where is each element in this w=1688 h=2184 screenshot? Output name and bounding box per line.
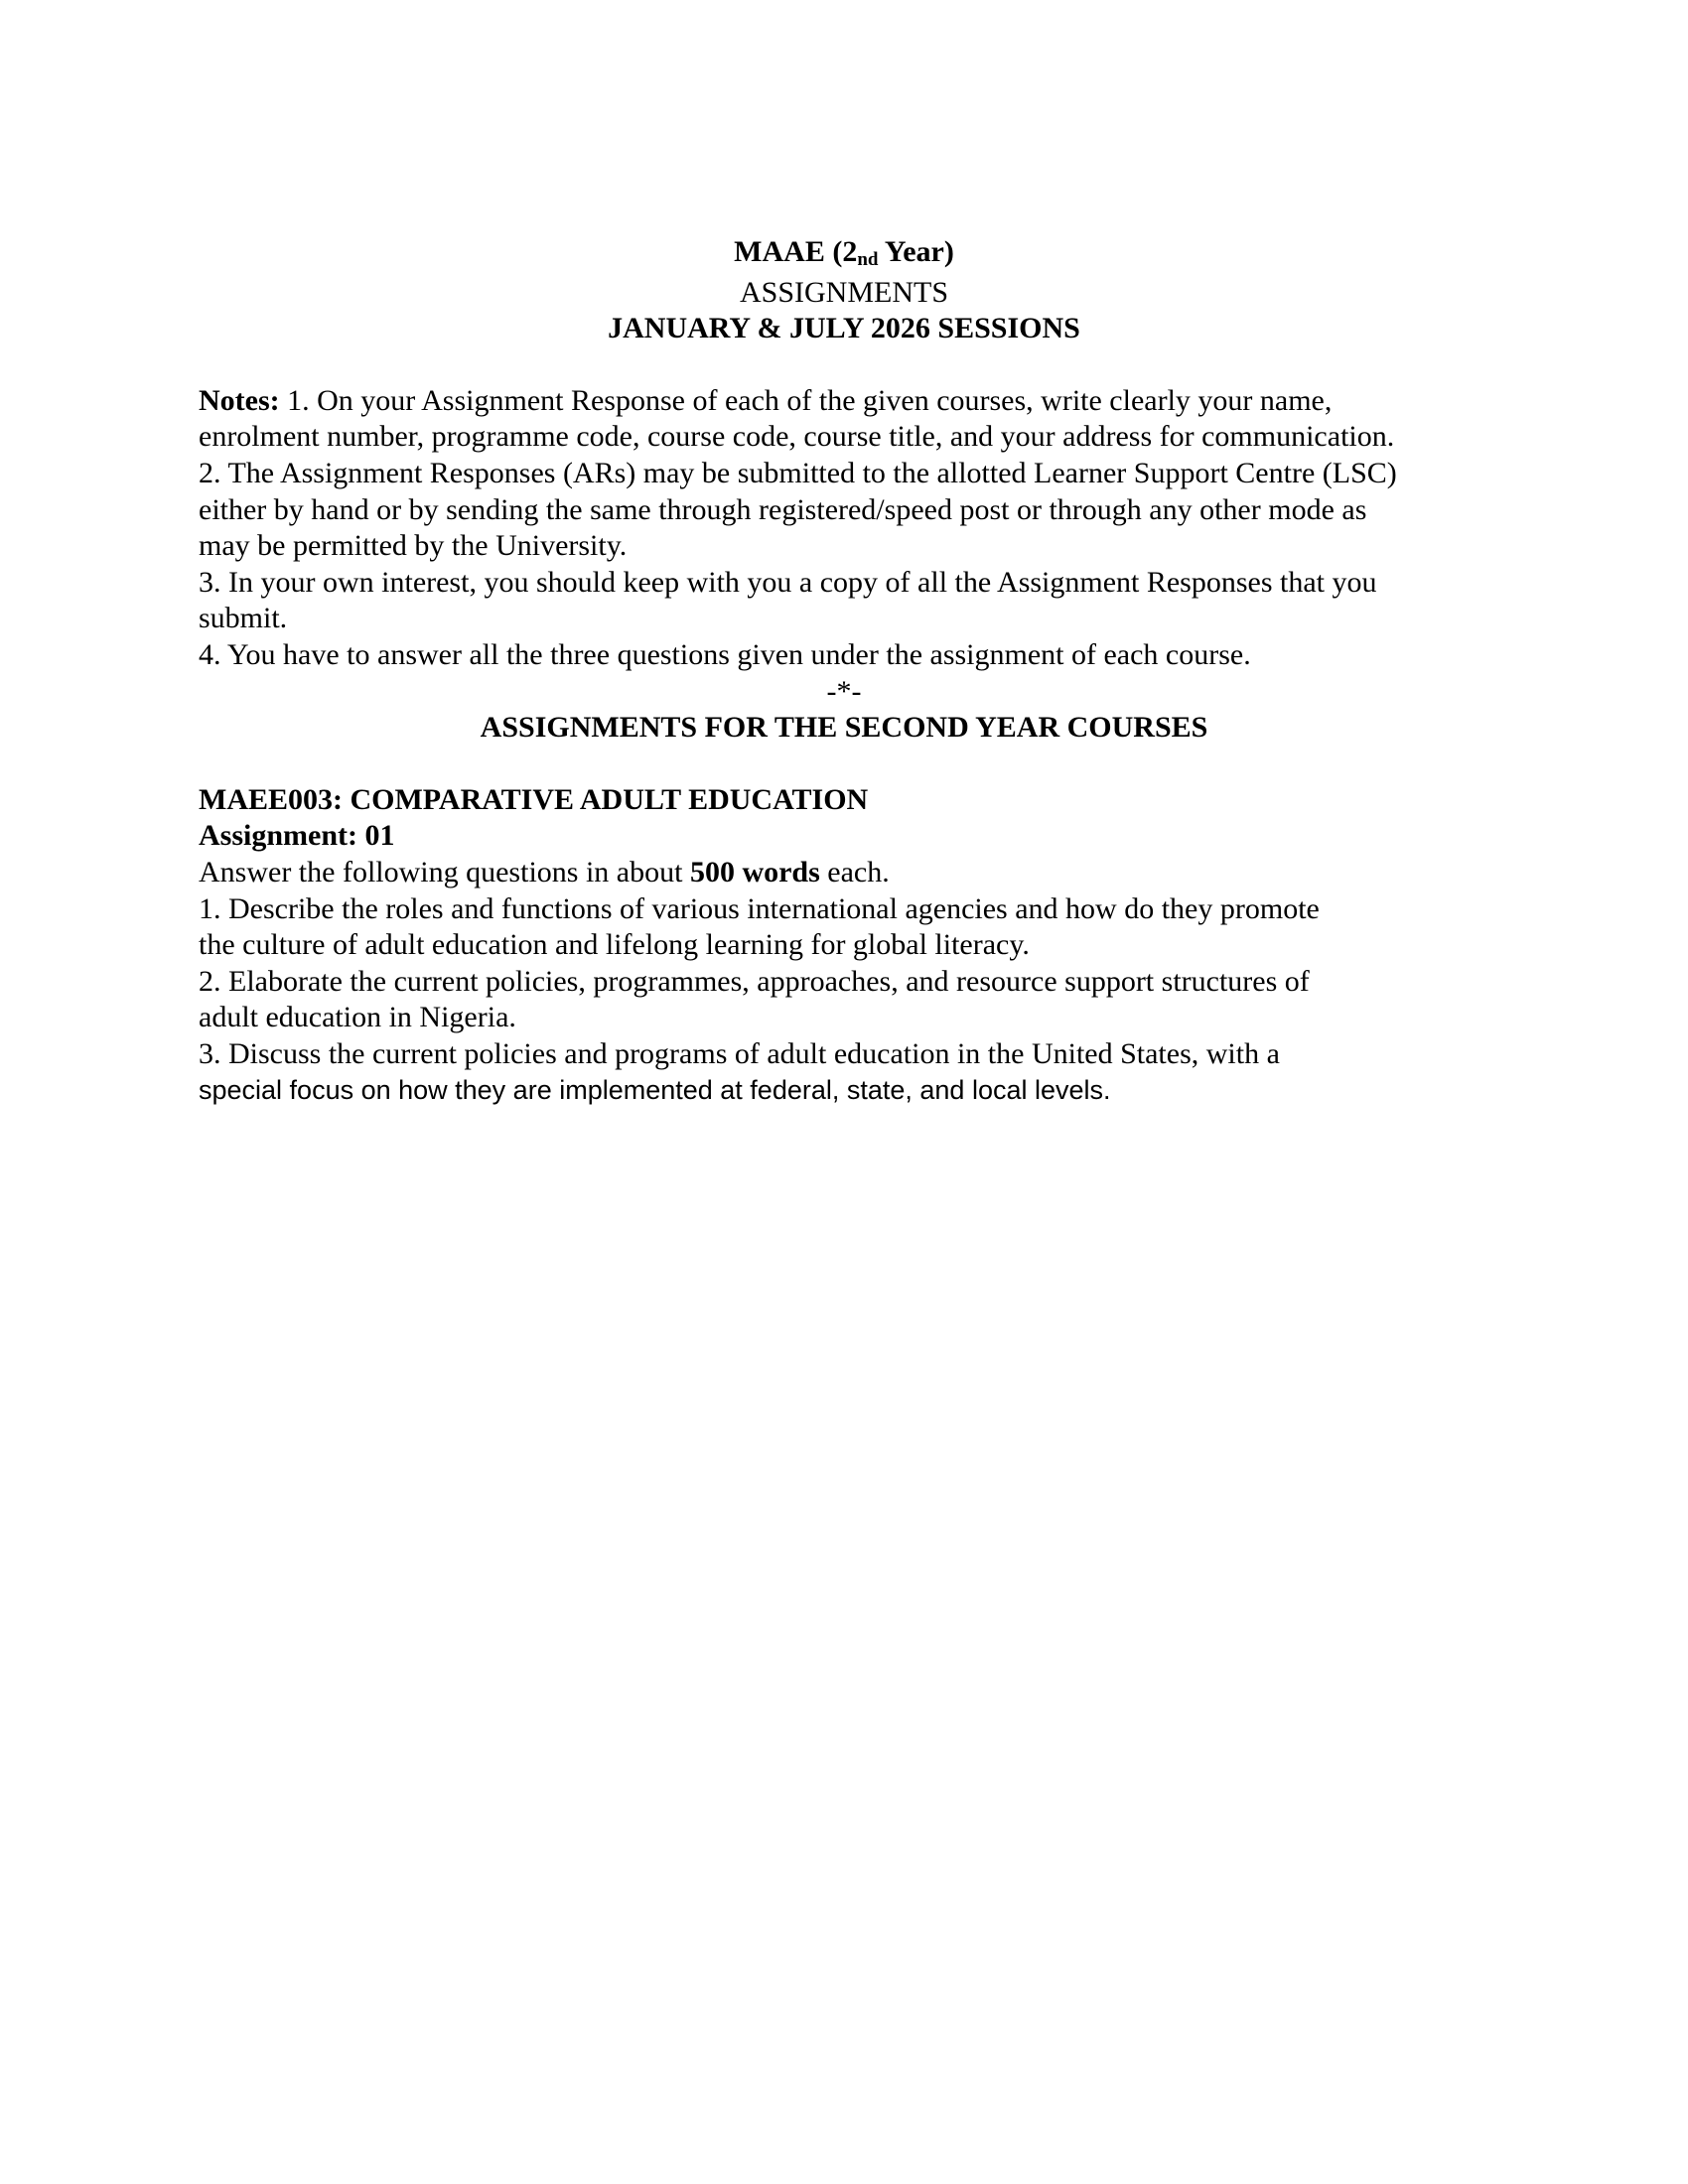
notes-line-6: 3. In your own interest, you should keep with you a copy of all the Assignment Responses that you	[199, 565, 1377, 599]
question-line: the culture of adult education and lifelong learning for global literacy.	[199, 928, 1030, 962]
notes-text: 1. On your Assignment Response of each of the given courses, write clearly your name,	[279, 383, 1333, 417]
sessions-heading: JANUARY & JULY 2026 SESSIONS	[608, 312, 1080, 345]
assignment-instruction	[199, 855, 1489, 891]
question-line: special focus on how they are implemented at federal, state, and local levels.	[199, 1075, 1111, 1106]
title-ordinal-suffix: nd	[857, 249, 879, 270]
course-title: MAEE003: COMPARATIVE ADULT EDUCATION	[199, 782, 869, 816]
notes-line-5: may be permitted by the University.	[199, 529, 628, 563]
notes-section	[199, 383, 1489, 674]
word-limit: 500 words	[689, 855, 820, 888]
instruction-text: Answer the following questions in about	[199, 855, 690, 888]
title-prefix: MAAE (2	[734, 235, 858, 268]
question-line: 1. Describe the roles and functions of various international agencies and how do they promote	[199, 891, 1320, 925]
notes-line-4: either by hand or by sending the same through registered/speed post or through any other mode as	[199, 492, 1367, 526]
assignment-label: Assignment: 01	[199, 819, 395, 853]
title-suffix: Year)	[878, 235, 954, 268]
instruction-text-end: each.	[819, 855, 890, 888]
question-line: 2. Elaborate the current policies, programmes, approaches, and resource support structures of	[199, 964, 1310, 998]
document-title	[199, 234, 1489, 275]
spacer	[199, 747, 1489, 782]
section-heading: ASSIGNMENTS FOR THE SECOND YEAR COURSES	[480, 711, 1208, 745]
notes-line-8: 4. You have to answer all the three questions given under the assignment of each course.	[199, 637, 1251, 671]
question-line: 3. Discuss the current policies and programs of adult education in the United States, with a	[199, 1036, 1280, 1070]
notes-line-1	[199, 383, 1489, 420]
course-section	[199, 782, 1489, 1109]
document-subtitle: ASSIGNMENTS	[739, 275, 949, 309]
spacer	[199, 347, 1489, 383]
question-line: adult education in Nigeria.	[199, 1001, 516, 1034]
notes-line-7: submit.	[199, 602, 288, 635]
notes-line-2: enrolment number, programme code, course code, course title, and your address for communication.	[199, 420, 1395, 454]
notes-label: Notes:	[199, 383, 280, 417]
notes-line-3: 2. The Assignment Responses (ARs) may be submitted to the allotted Learner Support Centre (LSC)	[199, 456, 1397, 489]
separator: -*-	[826, 674, 862, 708]
assignment-document	[199, 234, 1489, 1109]
